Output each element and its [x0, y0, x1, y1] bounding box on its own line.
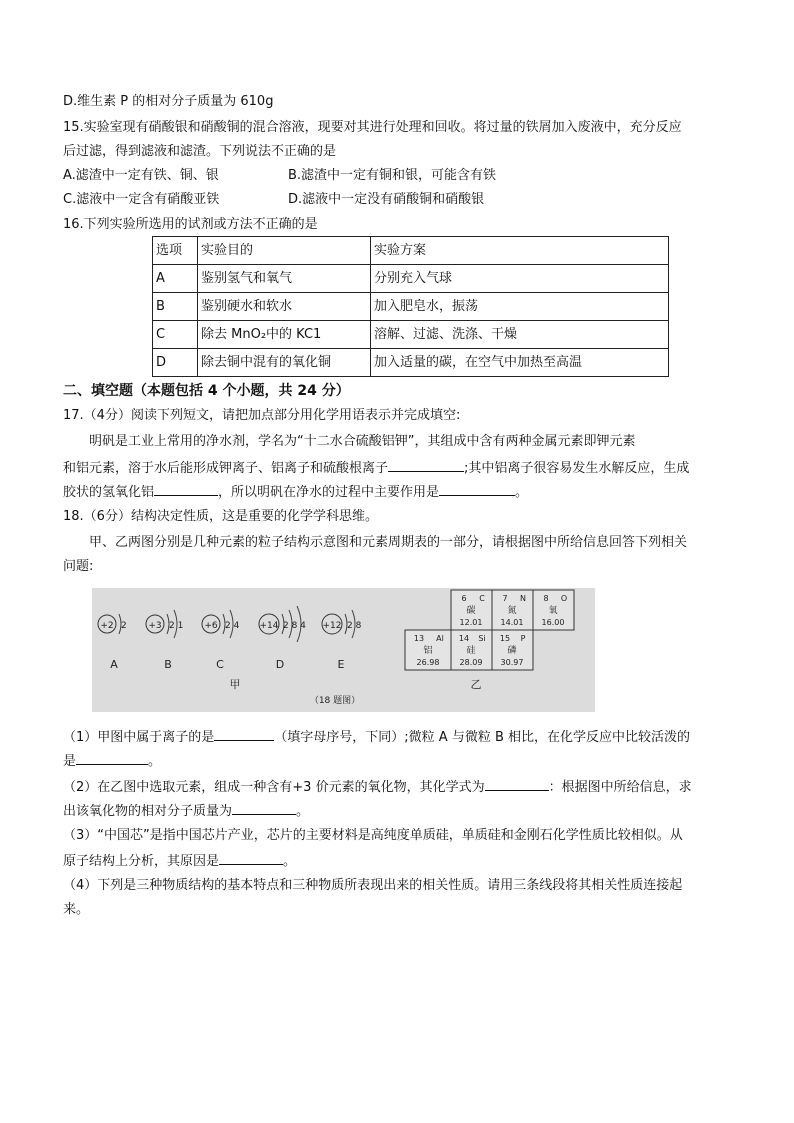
q18-sub1-line2	[63, 750, 161, 772]
atomic-mass: 30.97	[500, 658, 524, 667]
table-cell: 除去铜中混有的氧化铜	[198, 349, 371, 377]
q17-text: ;其中铝离子很容易发生水解反应，生成	[464, 461, 690, 476]
q18-sub3-line1: （3）“中国芯”是指中国芯片产业，芯片的主要材料是高纯度单质硅，单质硅和金刚石化学性质比较相似。从	[63, 828, 683, 843]
q18-text: 出该氧化物的相对分子质量为	[63, 804, 233, 819]
table-row	[153, 349, 669, 377]
element-name: 磷	[507, 646, 517, 656]
q18-figure	[92, 588, 595, 712]
element-name: 铝	[423, 646, 433, 656]
q18-intro-line1: 甲、乙两图分别是几种元素的粒子结构示意图和元素周期表的一部分，请根据图中所给信息回答下列相关	[89, 535, 688, 550]
table-header-cell: 实验目的	[198, 237, 371, 265]
table-header-row	[153, 237, 669, 265]
q15-option-a: A.滤渣中一定有铁、铜、银	[63, 168, 219, 183]
figure-jia-label: 甲	[229, 678, 241, 691]
q17-passage-line3	[63, 481, 528, 503]
table-row	[153, 293, 669, 321]
nucleus-charge: +2	[100, 621, 114, 631]
element-symbol: C	[479, 594, 485, 603]
q17-stem: 17.（4分）阅读下列短文，请把加点部分用化学用语表示并完成填空:	[63, 408, 461, 423]
atomic-number: 13	[413, 634, 425, 643]
element-name: 氧	[548, 606, 558, 616]
q18-sub1-line1	[63, 726, 690, 748]
q17-text: 胶状的氢氧化铝	[63, 485, 155, 500]
q16-stem: 16.下列实验所选用的试剂或方法不正确的是	[63, 217, 318, 232]
atomic-number: 8	[543, 594, 549, 603]
atomic-mass: 26.98	[416, 658, 440, 667]
q18-text: ：根据图中所给信息，求	[548, 780, 692, 795]
shell-electrons: 2 1	[169, 621, 184, 631]
table-cell: C	[153, 321, 198, 349]
q18-text: （填字母序号，下同）;微粒 A 与微粒 B 相比，在化学反应中比较活泼的	[274, 730, 691, 745]
q18-text: （1）甲图中属于离子的是	[63, 730, 215, 745]
table-cell: 鉴别硬水和软水	[198, 293, 371, 321]
nucleus-charge: +14	[259, 621, 279, 631]
q17-text: ，所以明矾在净水的过程中主要作用是	[218, 485, 440, 500]
answer-blank[interactable]	[439, 481, 515, 496]
particle-letter: B	[164, 658, 172, 671]
table-row	[153, 321, 669, 349]
q18-sub2-line1	[63, 776, 692, 798]
element-name: 氮	[507, 606, 517, 616]
table-cell: D	[153, 349, 198, 377]
atomic-mass: 12.01	[459, 618, 483, 627]
table-cell: 分别充入气球	[371, 265, 669, 293]
table-cell: 溶解、过滤、洗涤、干燥	[371, 321, 669, 349]
nucleus-charge: +12	[322, 621, 342, 631]
answer-blank[interactable]	[214, 726, 274, 741]
q15-stem-line2: 后过滤，得到滤液和滤渣。下列说法不正确的是	[63, 144, 337, 159]
q18-text: 。	[148, 754, 162, 769]
table-cell: 鉴别氢气和氧气	[198, 265, 371, 293]
q17-text: 和铝元素，溶于水后能形成钾离子、铝离子和硫酸根离子	[63, 461, 389, 476]
shell-electrons: 2 8 4	[283, 621, 306, 631]
particle-letter: E	[337, 658, 345, 671]
q18-sub2-line2	[63, 800, 309, 822]
particle-letter: C	[216, 658, 224, 671]
section-title: 二、填空题（本题包括 4 个小题，共 24 分）	[63, 383, 350, 399]
q18-sub4-line2: 来。	[63, 902, 90, 917]
atomic-mass: 16.00	[541, 618, 565, 627]
element-name: 硅	[466, 646, 476, 656]
q18-text: 。	[296, 804, 310, 819]
q15-option-c: C.滤液中一定含有硝酸亚铁	[63, 192, 220, 207]
q18-intro-line2: 问题:	[63, 559, 94, 574]
table-cell: B	[153, 293, 198, 321]
q18-text: 原子结构上分析，其原因是	[63, 854, 220, 869]
atomic-number: 15	[499, 634, 511, 643]
q17-passage-line1: 明矾是工业上常用的净水剂，学名为“十二水合硫酸铝钾”，其组成中含有两种金属元素即钾元素	[89, 434, 636, 449]
q17-text: 。	[515, 485, 529, 500]
element-symbol: Al	[436, 634, 444, 643]
q18-stem: 18.（6分）结构决定性质，这是重要的化学学科思维。	[63, 509, 378, 524]
element-symbol: Si	[478, 634, 486, 643]
q18-sub3-line2	[63, 850, 296, 872]
atomic-mass: 28.09	[459, 658, 483, 667]
answer-blank[interactable]	[154, 481, 218, 496]
q14-option-d: D.维生素 P 的相对分子质量为 610g	[63, 94, 274, 109]
atomic-mass: 14.01	[500, 618, 524, 627]
q18-figure-svg	[92, 588, 595, 712]
answer-blank[interactable]	[485, 776, 549, 791]
element-symbol: N	[520, 594, 526, 603]
figure-yi-label: 乙	[470, 678, 482, 691]
particle-a	[98, 614, 127, 671]
particle-b	[146, 610, 183, 671]
element-symbol: P	[520, 634, 526, 643]
answer-blank[interactable]	[219, 850, 283, 865]
particle-letter: D	[275, 658, 285, 671]
table-cell: 加入适量的碳，在空气中加热至高温	[371, 349, 669, 377]
periodic-table-fragment	[405, 590, 574, 670]
figure-caption: （18 题图）	[309, 696, 361, 706]
q18-text: 是	[63, 754, 77, 769]
nucleus-charge: +6	[204, 621, 218, 631]
table-cell: 除去 MnO₂中的 KC1	[198, 321, 371, 349]
q16-experiment-table	[152, 236, 669, 377]
particle-d	[259, 606, 306, 671]
table-header-cell: 选项	[153, 237, 198, 265]
shell-electrons: 2 8	[347, 621, 362, 631]
q18-text: （2）在乙图中选取元素，组成一种含有+3 价元素的氧化物，其化学式为	[63, 780, 485, 795]
particle-letter: A	[110, 658, 118, 671]
q15-stem-line1: 15.实验室现有硝酸银和硝酸铜的混合溶液，现要对其进行处理和回收。将过量的铁屑加入废液中，充分反应	[63, 120, 682, 135]
particle-c	[202, 610, 240, 671]
atomic-number: 7	[502, 594, 508, 603]
table-cell: 加入肥皂水，振荡	[371, 293, 669, 321]
shell-electrons: 2 4	[225, 621, 240, 631]
q15-option-b: B.滤渣中一定有铜和银，可能含有铁	[288, 168, 497, 183]
q18-text: 。	[283, 854, 297, 869]
q18-sub4-line1: （4）下列是三种物质结构的基本特点和三种物质所表现出来的相关性质。请用三条线段将其相关性质连接起	[63, 878, 683, 893]
particle-e	[322, 610, 362, 671]
element-symbol: O	[560, 594, 568, 603]
q15-option-d: D.滤液中一定没有硝酸铜和硝酸银	[288, 192, 485, 207]
atomic-number: 6	[461, 594, 467, 603]
answer-blank[interactable]	[388, 457, 464, 472]
element-name: 碳	[466, 606, 476, 616]
shell-electrons: 2	[121, 621, 127, 631]
table-header-cell: 实验方案	[371, 237, 669, 265]
answer-blank[interactable]	[232, 800, 296, 815]
nucleus-charge: +3	[148, 621, 162, 631]
answer-blank[interactable]	[76, 750, 148, 765]
table-cell: A	[153, 265, 198, 293]
atomic-number: 14	[458, 634, 470, 643]
table-row	[153, 265, 669, 293]
q17-passage-line2	[63, 457, 689, 479]
